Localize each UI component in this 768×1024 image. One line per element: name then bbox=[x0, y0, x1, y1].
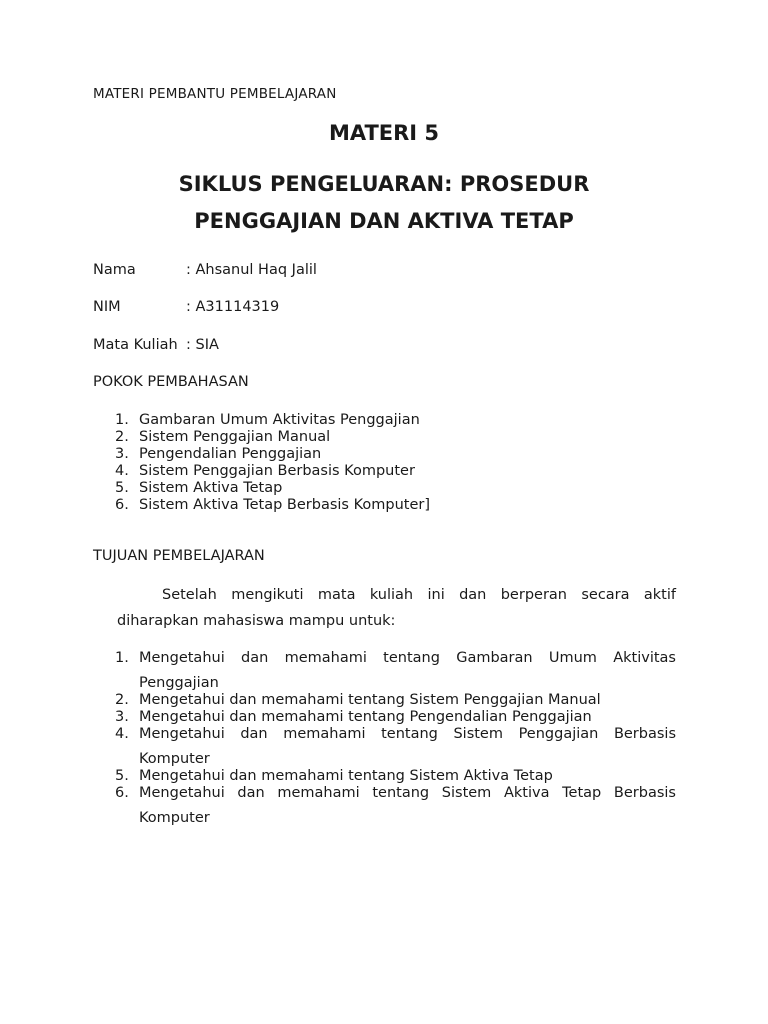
list-item-text: Sistem Penggajian Manual bbox=[139, 429, 331, 445]
list-item-text: Mengetahui dan memahami tentang Sistem Aktiva Tetap bbox=[139, 768, 553, 784]
document-subtitle-line-2: PENGGAJIAN DAN AKTIVA TETAP bbox=[194, 209, 574, 233]
list-item: 3. Mengetahui dan memahami tentang Pengendalian Penggajian bbox=[115, 709, 592, 725]
list-item: 1. Gambaran Umum Aktivitas Penggajian bbox=[115, 412, 420, 428]
field-value-nama: : Ahsanul Haq Jalil bbox=[186, 262, 317, 278]
list-item: 2. Mengetahui dan memahami tentang Sistem Penggajian Manual bbox=[115, 692, 601, 708]
list-item-text: Mengetahui dan memahami tentang Sistem Aktiva Tetap Berbasis Komputer bbox=[139, 785, 676, 826]
list-item: 4. Sistem Penggajian Berbasis Komputer bbox=[115, 463, 415, 479]
list-item: 5. Sistem Aktiva Tetap bbox=[115, 480, 283, 496]
list-item: 5. Mengetahui dan memahami tentang Sistem Aktiva Tetap bbox=[115, 768, 553, 784]
field-label-nama: Nama bbox=[93, 262, 136, 278]
field-value-mata-kuliah: : SIA bbox=[186, 337, 219, 353]
list-item-text: Gambaran Umum Aktivitas Penggajian bbox=[139, 412, 420, 428]
list-item: 1. Mengetahui dan memahami tentang Gambaran Umum Aktivitas Penggajian bbox=[115, 650, 676, 691]
list-item-text: Sistem Aktiva Tetap bbox=[139, 480, 283, 496]
tujuan-pembelajaran-heading: TUJUAN PEMBELAJARAN bbox=[93, 548, 265, 564]
field-value-nim: : A31114319 bbox=[186, 299, 280, 315]
list-item: 6. Mengetahui dan memahami tentang Sistem Aktiva Tetap Berbasis Komputer bbox=[115, 785, 676, 826]
list-item: 4. Mengetahui dan memahami tentang Sistem Penggajian Berbasis Komputer bbox=[115, 726, 676, 767]
document-title: MATERI 5 bbox=[328, 121, 440, 145]
pokok-pembahasan-list bbox=[93, 412, 430, 514]
pokok-pembahasan-heading: POKOK PEMBAHASAN bbox=[93, 374, 249, 390]
list-item: 3. Pengendalian Penggajian bbox=[115, 446, 322, 462]
field-label-nim: NIM bbox=[93, 299, 121, 315]
list-item: 6. Sistem Aktiva Tetap Berbasis Komputer] bbox=[115, 497, 430, 513]
tujuan-intro-paragraph: Setelah mengikuti mata kuliah ini dan berperan secara aktif diharapkan mahasiswa mampu untuk: bbox=[117, 587, 676, 629]
list-item-text: Mengetahui dan memahami tentang Sistem Penggajian Manual bbox=[139, 692, 601, 708]
list-item-text: Sistem Penggajian Berbasis Komputer bbox=[139, 463, 415, 479]
list-item-text: Sistem Aktiva Tetap Berbasis Komputer] bbox=[139, 497, 430, 513]
list-item-text: Mengetahui dan memahami tentang Gambaran Umum Aktivitas Penggajian bbox=[139, 650, 676, 691]
field-label-mata-kuliah: Mata Kuliah bbox=[93, 337, 178, 353]
document-header: MATERI PEMBANTU PEMBELAJARAN bbox=[93, 86, 337, 102]
list-item: 2. Sistem Penggajian Manual bbox=[115, 429, 331, 445]
document-subtitle-line-1: SIKLUS PENGELUARAN: PROSEDUR bbox=[178, 172, 590, 196]
list-item-text: Mengetahui dan memahami tentang Pengendalian Penggajian bbox=[139, 709, 592, 725]
tujuan-pembelajaran-list bbox=[93, 650, 676, 827]
list-item-text: Mengetahui dan memahami tentang Sistem Penggajian Berbasis Komputer bbox=[139, 726, 676, 767]
list-item-text: Pengendalian Penggajian bbox=[139, 446, 322, 462]
